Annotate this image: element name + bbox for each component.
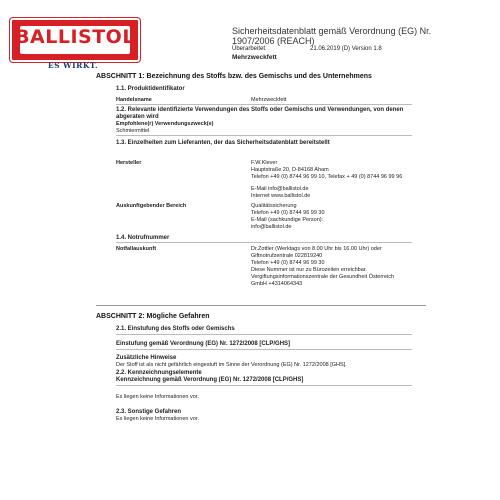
section2-3-title: 2.3. Sonstige Gefahren	[116, 409, 182, 415]
divider	[116, 242, 412, 243]
section2-2-title: 2.2. Kennzeichnungselemente	[116, 370, 202, 376]
divider	[116, 334, 412, 335]
logo-badge	[10, 18, 140, 62]
logo-tagline: ES WIRKT.	[47, 61, 99, 70]
section1-2-title-line1: 1.2. Relevante identifizierte Verwendungen des Stoffs oder Gemischs und Verwendungen, von denen	[116, 107, 404, 113]
no-information-text: Es liegen keine Informationen vor.	[116, 416, 199, 422]
divider	[116, 349, 412, 350]
section1-title: ABSCHNITT 1: Bezeichnung des Stoffs bzw. des Gemischs und des Unternehmens	[96, 73, 372, 80]
emergency-line: Telefon +49 (0) 8744 96 99 30	[251, 260, 325, 266]
emergency-line: Giftnotrufzentrale 022819240	[251, 253, 323, 259]
manufacturer-line: Telefon +49 (0) 8744 96 99 10, Telefax + 49 (0) 8744 96 99 96	[251, 174, 403, 180]
clp-labelling-heading: Kennzeichnung gemäß Verordnung (EG) Nr. 1272/2008 [CLP/GHS]	[116, 377, 304, 383]
header-revised-info: 21.06.2019 (D) Version 1.8	[310, 46, 382, 52]
manufacturer-line: Hauptstraße 20, D-84168 Aham	[251, 167, 329, 173]
emergency-label: Notfallauskunft	[116, 246, 157, 252]
ballistol-logo	[8, 14, 138, 72]
clp-classification-heading: Einstufung gemäß Verordnung (EG) Nr. 1272/2008 [CLP/GHS]	[116, 341, 291, 347]
trade-name-label: Handelsname	[116, 97, 152, 103]
header-title-line1: Sicherheitsdatenblatt gemäß Verordnung (EG) Nr.	[232, 26, 432, 36]
manufacturer-email: E-Mail info@ballistol.de	[251, 186, 309, 192]
use-value: Schmiermittel	[116, 128, 150, 134]
section1-1-title: 1.1. Produktidentifikator	[116, 86, 185, 92]
emergency-line: Dr.Zottler (Werktags von 8.00 Uhr bis 16.00 Uhr) oder	[251, 246, 382, 252]
emergency-line: Vergiftungsinformationszentrale der Gesundheit Österreich	[251, 274, 395, 280]
manufacturer-website: Internet www.ballistol.de	[251, 193, 311, 199]
no-information-text: Es liegen keine Informationen vor.	[116, 394, 199, 400]
manufacturer-line: F.W.Klever	[251, 160, 278, 166]
header-revised-label: Überarbeitet:	[232, 46, 267, 52]
info-department-label: Auskunftgebender Bereich	[116, 203, 187, 209]
info-line: Qualitätssicherung	[251, 203, 297, 209]
additional-notes-label: Zusätzliche Hinweise	[116, 355, 177, 361]
section1-3-title: 1.3. Einzelheiten zum Lieferanten, der das Sicherheitsdatenblatt bereitstellt	[116, 140, 330, 146]
trade-name-value: Mehrzweckfett	[251, 97, 287, 103]
use-label: Empfohlene(r) Verwendungszweck(e)	[116, 121, 214, 127]
additional-notes-text: Der Stoff ist als nicht gefährlich eingestuft im Sinne der Verordnung (EG) Nr. 1272/2008 [GHS].	[116, 362, 347, 368]
section1-4-title: 1.4. Notrufnummer	[116, 235, 170, 241]
section2-title: ABSCHNITT 2: Mögliche Gefahren	[96, 313, 210, 320]
divider	[116, 385, 412, 386]
info-email: info@ballistol.de	[251, 224, 292, 230]
section1-2-title-line2: abgeraten wird	[116, 114, 159, 120]
info-line: E-Mail (sachkundige Person):	[251, 217, 324, 223]
emergency-line: GmbH +4314064343	[251, 281, 303, 287]
divider	[116, 135, 412, 136]
info-line: Telefon +49 (0) 8744 96 99 30	[251, 210, 325, 216]
logo-brand-text: BALLISTOL	[15, 26, 135, 48]
emergency-line: Diese Nummer ist nur zu Bürozeiten erreichbar.	[251, 267, 367, 273]
header-title-line2: 1907/2006 (REACH)	[232, 36, 315, 46]
section-divider	[96, 305, 426, 306]
manufacturer-label: Hersteller	[116, 160, 142, 166]
divider	[116, 104, 412, 105]
header-product-name: Mehrzweckfett	[232, 54, 277, 61]
section2-1-title: 2.1. Einstufung des Stoffs oder Gemischs	[116, 326, 235, 332]
